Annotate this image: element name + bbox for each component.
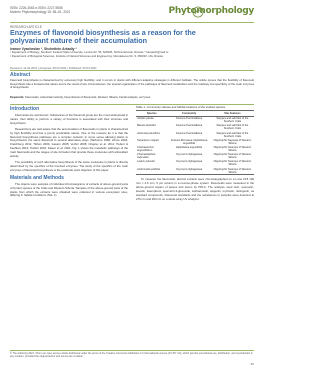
footer-divider [10, 350, 254, 351]
intro-paragraph-2: Researchers are well aware that the accumulation of flavonoids in plants is characterized by high flexibility and has a poorly predictable nature. One of the reasons for it is that the flavonoid biosynthesis pathways are a complex network; in some sense allowing plants to biosynthesize the same flavonoid in several alternative ways (Harborne 1980; Zimov 2004; Kreichberg 2011; Tikhon 2004; Gaston 2005; Verbiri 2008; Chapter et al. 2011; Hebert & Kashkov 2012; Tishkin 2016; Kaiser et al. 2021, Fig. 1 shows the metabolic pathways of the main flavonoids and the stages of site formation that provide these molecules with antioxidant activity. [10, 126, 128, 159]
table-cell-species: Chamaenerion angustifolium [137, 145, 155, 153]
intro-paragraph-1: Flavonoids are well known. Substances of the flavonoid group are the most widespread in nature, their ability to perform a variety of functions is associated with their structure and biosynthesis. [10, 113, 128, 125]
table-row [136, 124, 254, 131]
table-row [136, 160, 254, 167]
keywords-list: Flavonoids, antioxidant activity, biosynthesis of flavonoids, Western Siberia, Facial analysis, enzymes [25, 95, 151, 99]
abstract-heading: Abstract [10, 72, 31, 78]
table-cell-community: Festuco-Brometea / Epilobietea angustifolii [170, 138, 208, 145]
table-cell-site: Oligotrophic Swamps of Western Siberia [213, 145, 252, 153]
table-header-site: Site Features [211, 111, 254, 116]
table-row [136, 167, 254, 175]
abstract-text: Flavonoid biosynthesis is characterized by extremely high flexibility; and it occurs in plants with different adaptive strategies in different habitats. The article proves that the flexibility of flavonoid biosynthesis has a fundamental nature and is the result of two circumstances: the special organization of the pathways of flavonoid metabolism and the relatively low specificity of the main enzymes of biosynthesis. [10, 78, 254, 89]
affiliations [10, 51, 240, 58]
affiliation-2: ² Department of Biological Sciences, Institute of Natural Sciences and Engineering, Mendeleeva Str. 9, 450023, Ufa, Russia [10, 53, 163, 58]
table-cell-species: Chamaedaphne calyculata [137, 153, 156, 160]
table-cell-species: Atriplex patula [137, 117, 154, 121]
table-row [136, 145, 254, 152]
table-cell-site: Oligotrophic Swamps of Western Siberia [211, 167, 254, 175]
table-row [136, 131, 254, 138]
article-type: RESEARCH ARTICLE [10, 25, 42, 29]
introduction-heading: Introduction [10, 106, 40, 112]
license-footer: © The Author(s) 2021. This is an open access article distributed under the terms of the Creative Commons Attribution 4.0 International License (CC BY 4.0), which permits unrestricted use, distribution, and reproduction in any medium, provided the original author and source are credited. [10, 352, 253, 359]
table-cell-community: Oxycocco-Sphagnetea [175, 153, 203, 157]
table-cell-species: Bassia sedoides [137, 124, 156, 128]
table-caption: Table 1. Community classes and habitat locations of the studied species. [136, 105, 226, 109]
article-dates: Received: 14.04.2021 | Accepted: 28.04.2021 | Published: 06.04.2021 [10, 66, 97, 70]
keywords [10, 96, 254, 100]
table-cell-community: Festuco-Puccinellietea [176, 117, 203, 121]
table-cell-community: Oxycocco-Sphagnetea [175, 160, 203, 164]
table-row [136, 153, 254, 160]
table-cell-species: Artemisia pauciflora [137, 131, 160, 135]
results-paragraph-1: To measure the flavonoids, alcohol extracts were chromatographed on a Luna C18 100 mm × 4.6 mm, 5 µm column in a reverse-phase system. Flavonoids were measured in the above-ground organs of leaves and stems by HPLC. The analysis used rutin, quercetin, luteolin, kaempferol, quercetin-3-glucoside, isorhamnetin, apigenin, myricetin, naringenin, as standard compounds. Flavonoid standards and the substances in samples were detected at 270 nm and 360 nm on a diode array UV analyzer. [136, 177, 254, 201]
table-cell-site: Steppes and salt flats of the Southern Urals [216, 117, 249, 124]
header-divider [10, 22, 254, 23]
table-cell-community: Epilobietea angustifolii [176, 145, 203, 149]
page-number: 56 [250, 362, 254, 366]
issn-block [10, 6, 70, 14]
issn-line: ISSN: 2226-3063 e-ISSN: 2227-9555 [10, 6, 63, 10]
table-cell-species: Tanacetum vulgare [137, 138, 159, 142]
journal-logo-text: Phytomorphology [168, 6, 254, 16]
table-row [136, 116, 254, 124]
abstract-divider [10, 70, 254, 71]
intro-paragraph-3: The possibility of such alternative biosynthesis of the same molecules in plants is directly determined by the specifics of the involved enzymes. The study of the specifics of the main enzymes of flavonoid biosynthesis is the particular work objective of this paper. [10, 159, 128, 172]
affiliation-1: ¹ Department of Biology, Southern Federal State University, Lenina Str. 56, 628405, Nizhnevartovsk, Russia; * karatesh@mail.ru [10, 50, 169, 54]
article-title: Enzymes of flavonoid biosynthesis as a reason for the polyvariant nature of their accumulation [10, 28, 196, 45]
table-cell-community: Oxycocco-Sphagnetea [168, 167, 211, 175]
species-table [136, 110, 254, 175]
methods-heading: Materials and Methods [10, 174, 64, 181]
table-header-species: Species [136, 111, 168, 116]
right-column [136, 106, 254, 204]
table-cell-community: Festuco-Puccinellietea [176, 131, 203, 135]
article-authors: Ivanov Vyacheslav ¹, Shchetinin Arkadiy ² [10, 47, 77, 51]
table-header-community: Community [168, 111, 211, 116]
table-cell-species: Andromeda polifolia [136, 167, 168, 175]
table-cell-site: Steppes and salt flats of the Southern Urals [216, 124, 249, 131]
journal-line: Modern Phytomorphology 15: 56–61, 2021 [10, 10, 71, 14]
table-cell-species: Ledum palustre [137, 160, 155, 164]
table-cell-site: Oligotrophic Swamps of Western Siberia [213, 153, 252, 160]
table-row [136, 138, 254, 145]
table-cell-site: Steppes and salt flats of the Southern Urals [216, 131, 249, 138]
table-cell-site: Oligotrophic Sayanas of Western Siberia [213, 138, 252, 145]
table-cell-site: Oligotrophic Swamps of Western Siberia [213, 160, 252, 167]
keywords-label: Keywords: [10, 95, 25, 99]
left-column [10, 106, 128, 200]
methods-paragraph-1: The objects were samples of individual chromatograms of extracts of above-ground parts of 8 plant species of the Urals and Western Siberia. Samples of the above-ground parts of the plants from which the extracts were obtained were collected in various ecosystem sites, differing in habitat conditions (Tab. 1). [10, 181, 128, 198]
table-cell-community: Festuco-Puccinellietea [176, 124, 203, 128]
